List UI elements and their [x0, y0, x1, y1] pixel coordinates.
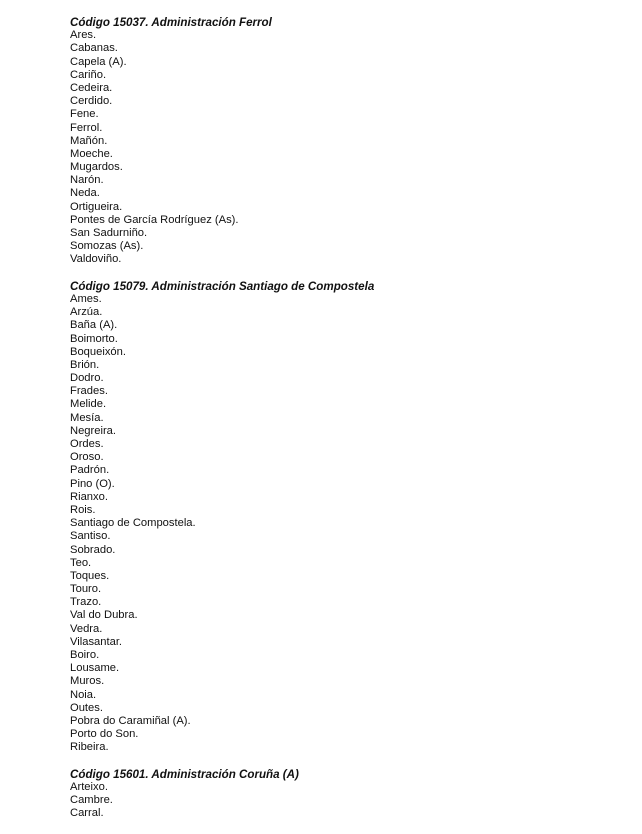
municipality-item: Teo.	[70, 556, 92, 569]
municipality-item: Vilasantar.	[70, 635, 123, 648]
municipality-item: Mañón.	[70, 134, 108, 147]
section-heading: Código 15079. Administración Santiago de Compostela	[70, 279, 375, 293]
municipality-item: Mugardos.	[70, 161, 123, 174]
municipality-item: San Sadurniño.	[70, 227, 148, 239]
municipality-item: Valdoviño.	[70, 253, 122, 266]
municipality-item: Val do Dubra.	[70, 609, 138, 622]
municipality-item: Outes.	[70, 701, 103, 714]
municipality-item: Ferrol.	[70, 121, 103, 134]
municipality-item: Pino (O).	[70, 477, 115, 490]
municipality-item: Narón.	[70, 174, 104, 187]
municipality-item: Muros.	[70, 675, 105, 688]
municipality-item: Sobrado.	[70, 543, 116, 556]
municipality-item: Fene.	[70, 108, 99, 121]
municipality-item: Boiro.	[70, 649, 100, 661]
municipality-item: Lousame.	[70, 662, 120, 675]
municipality-item: Moeche.	[70, 147, 113, 160]
municipality-item: Arzúa.	[70, 306, 103, 319]
municipality-item: Cerdido.	[70, 95, 113, 108]
municipality-item: Cabanas.	[70, 42, 118, 55]
municipality-item: Brión.	[70, 358, 100, 371]
administration-section	[70, 280, 630, 755]
municipality-item: Frades.	[70, 385, 108, 398]
municipality-item: Ribeira.	[70, 741, 109, 754]
municipality-list	[70, 29, 630, 266]
municipality-item: Melide.	[70, 398, 107, 411]
municipality-list	[70, 781, 630, 821]
municipality-item: Santiso.	[70, 530, 111, 543]
municipality-item: Santiago de Compostela.	[70, 517, 196, 530]
municipality-item: Noia.	[70, 688, 97, 701]
municipality-item: Padrón.	[70, 464, 110, 477]
municipality-item: Cariño.	[70, 68, 107, 81]
municipality-item: Vedra.	[70, 622, 103, 635]
municipality-item: Negreira.	[70, 424, 117, 437]
municipality-item: Ordes.	[70, 438, 104, 450]
municipality-item: Somozas (As).	[70, 240, 144, 253]
municipality-item: Porto do Son.	[70, 728, 139, 741]
municipality-item: Pontes de García Rodríguez (As).	[70, 213, 239, 226]
municipality-item: Oroso.	[70, 451, 104, 464]
municipality-item: Ortigueira.	[70, 200, 123, 213]
municipality-item: Capela (A).	[70, 55, 127, 68]
municipality-item: Touro.	[70, 583, 102, 596]
administration-section	[70, 768, 630, 821]
municipality-item: Cedeira.	[70, 81, 113, 94]
municipality-item: Cambre.	[70, 794, 113, 807]
section-heading: Código 15037. Administración Ferrol	[70, 16, 272, 29]
municipality-item: Rois.	[70, 503, 96, 516]
document-page	[70, 16, 630, 834]
section-heading: Código 15601. Administración Coruña (A)	[70, 767, 299, 781]
administration-section	[70, 16, 630, 267]
municipality-item: Ames.	[70, 292, 102, 305]
municipality-item: Dodro.	[70, 372, 104, 385]
municipality-item: Arteixo.	[70, 780, 108, 793]
municipality-item: Carral.	[70, 807, 104, 820]
municipality-item: Toques.	[70, 569, 110, 582]
municipality-item: Boqueixón.	[70, 345, 126, 358]
municipality-item: Mesía.	[70, 411, 104, 424]
municipality-item: Ares.	[70, 29, 97, 42]
municipality-list	[70, 293, 630, 755]
municipality-item: Neda.	[70, 187, 100, 200]
municipality-item: Baña (A).	[70, 319, 118, 332]
municipality-item: Boimorto.	[70, 332, 118, 345]
municipality-item: Rianxo.	[70, 490, 108, 503]
municipality-item: Trazo.	[70, 596, 102, 609]
municipality-item: Pobra do Caramiñal (A).	[70, 714, 191, 727]
